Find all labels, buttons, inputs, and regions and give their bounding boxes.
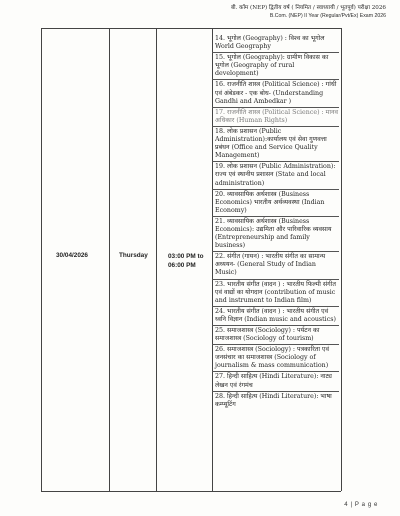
col-divider-right — [341, 28, 342, 491]
list-item: 18. लोक प्रशासन (Public Administration):कार्यालय एवं सेवा गुणवत्ता प्रबंधन (Office and Service Quality Management) — [212, 127, 339, 162]
col-divider-date — [109, 28, 110, 491]
page-header — [231, 4, 386, 20]
exam-time: 03:00 PM to 06:00 PM — [168, 253, 204, 269]
list-item: 15. भूगोल (Geography): ग्रामीण विकास का भूगोल (Geography of rural development) — [212, 53, 339, 80]
list-item: 19. लोक प्रशासन (Public Administration): राज्य एवं स्थानीय प्रशासन (State and local administration) — [212, 162, 339, 189]
list-item: 23. भारतीय संगीत (वादन ) : भारतीय फिल्मी संगीत एवं वाद्यों का योगदान (contribution of music and instrument to Indian film) — [212, 280, 339, 307]
col-divider-day — [156, 28, 157, 491]
list-item: 14. भूगोल (Geography) : विश्व का भूगोल World Geography — [212, 34, 339, 53]
exam-day: Thursday — [119, 252, 148, 259]
list-item: 28. हिन्दी साहित्य (Hindi Literature): भाषा कम्प्यूटिंग — [215, 392, 332, 408]
list-item: 16. राजनीति शास्त्र (Political Science) : गांधी एवं अंबेडकर - एक बोध- (Understanding Gandhi and Ambedkar ) — [212, 80, 339, 107]
list-item: 26. समाजशास्त्र (Sociology) : पत्रकारिता एवं जनसंचार का समाजशास्त्र (Sociology of journalism & mass communication) — [212, 345, 339, 372]
table-top-border — [42, 28, 341, 29]
header-hindi: बी. कॉम (NEP) द्वितीय वर्ष ( नियमित / स्वाध्यायी / भूतपूर्व) परीक्षा 2026 — [230, 5, 386, 11]
list-item: 20. व्यावसायिक अर्थशास्त्र (Business Economics) भारतीय अर्थव्यवस्था (Indian Economy) — [212, 190, 339, 217]
list-item: 24. भारतीय संगीत (वादन ) : भारतीय संगीत एवं ध्वनि विज्ञान (Indian music and acoustics) — [212, 307, 339, 326]
page-number: 4 | P a g e — [344, 502, 378, 508]
list-item: 22. संगीत (गायन) : भारतीय संगीत का सामान्य अध्ययन- (General Study of Indian Music) — [212, 252, 339, 279]
header-english: B.Com. (NEP) II Year (Regular/Pvt/Ex) Exam 2026 — [269, 13, 386, 19]
exam-date: 30/04/2026 — [56, 252, 88, 259]
list-item: 27. हिन्दी साहित्य (Hindi Literature): नाट्य लेखन एवं रंगमंच — [212, 372, 339, 391]
subject-list — [212, 34, 339, 410]
list-item: 17. राजनीति शास्त्र (Political Science) : मानव अधिकार (Human Rights) — [212, 108, 339, 127]
list-item: 25. समाजशास्त्र (Sociology) : पर्यटन का समाजशास्त्र (Sociology of tourism) — [212, 326, 339, 345]
list-item: 21. व्यावसायिक अर्थशास्त्र (Business Economics): उद्यमिता और पारिवारिक व्यवसाय (Entrepreneurship and family business) — [212, 217, 339, 252]
